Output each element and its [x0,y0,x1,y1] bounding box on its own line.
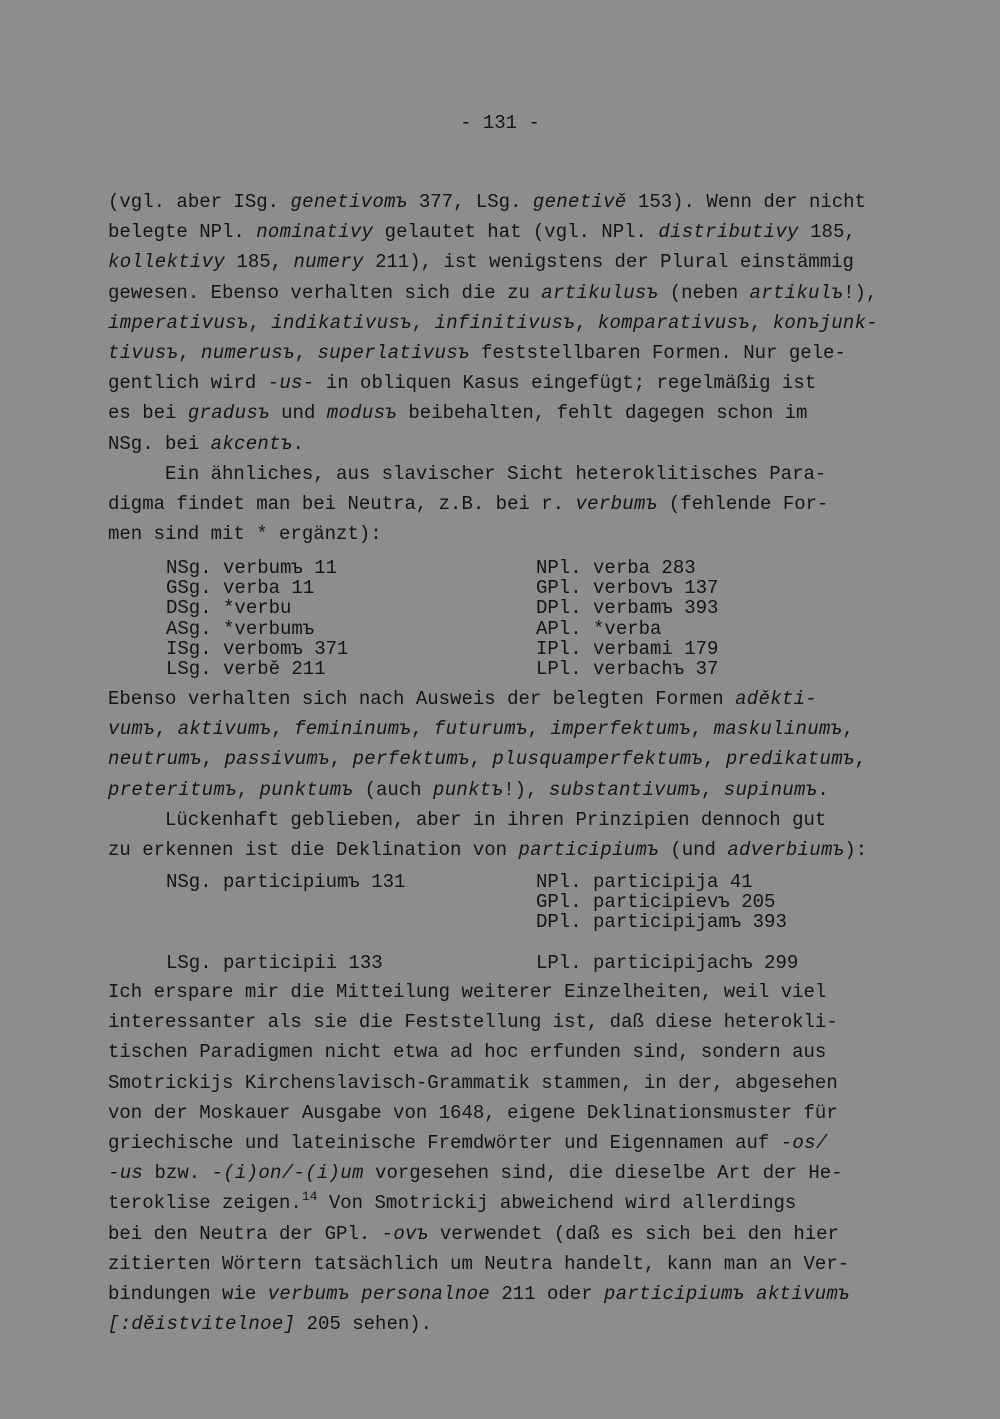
text-run: gewesen. Ebenso verhalten sich die zu [108,281,542,304]
text-run: , [178,341,202,364]
text-line [108,247,898,277]
italic-term: maskulinumъ [713,718,843,741]
text-line [108,338,898,368]
text-line [108,489,898,519]
italic-term: punktъ [433,778,504,801]
text-run: (fehlende For- [657,492,829,515]
italic-term: participiumъ aktivumъ [604,1282,850,1305]
text-run: Ich erspare mir die Mitteilung weiterer Einzelheiten, weil viel [108,981,827,1003]
italic-term: superlativusъ [317,341,470,364]
text-line [108,1128,898,1158]
text-line [108,977,898,1007]
text-run: und [269,402,327,425]
text-line: GSg. verba 11 [166,577,315,600]
italic-term: plusquamperfektumъ [492,748,704,771]
text-run: Lückenhaft geblieben, aber in ihren Prinzipien dennoch gut [108,808,827,831]
text-line [108,519,898,549]
text-line [166,892,405,912]
declension-table-verbum-singular [166,558,348,679]
italic-term: akcentъ [210,432,293,455]
text-line [108,775,898,805]
text-run: interessanter als sie die Feststellung ist, daß diese heterokli- [108,1011,838,1034]
text-run: , [271,718,295,741]
text-line: NSg. participiumъ 131 [166,871,406,893]
italic-term: -(i)on/-(i)um [211,1162,364,1185]
text-line [108,744,898,774]
text-line [108,1249,898,1279]
text-line: NSg. verbumъ 11 [166,557,338,579]
text-run: Smotrickijs Kirchenslavisch-Grammatik stammen, in der, abgesehen [108,1071,838,1094]
text-run: , [749,311,773,334]
text-run: , [411,311,435,334]
italic-term: numerusъ [201,341,295,364]
text-line: NPl. participija 41 [536,871,753,893]
text-line [108,1219,898,1249]
italic-term: passivumъ [224,748,330,771]
text-line [108,805,898,835]
text-run: , [154,718,178,741]
italic-term: vumъ [108,718,155,741]
text-line [108,429,898,459]
text-run: gelautet hat (vgl. NPl. [373,221,659,244]
text-line: LSg. participii 133 [166,951,383,974]
text-run: , [469,748,493,771]
page-number: - 131 - [460,112,540,134]
text-run: . [817,778,829,801]
text-line: LSg. verbě 211 [166,657,326,680]
text-run: Von Smotrickij abweichend wird allerdings [317,1192,797,1215]
italic-term: perfektumъ [352,748,470,771]
declension-table-verbum-plural [536,558,718,679]
italic-term: verbumъ personalnoe [267,1282,490,1305]
italic-term: futurumъ [433,718,528,741]
text-line [166,933,405,953]
text-run: men sind mit * ergänzt): [108,523,382,546]
text-run: 153). Wenn der nicht [626,191,866,213]
text-line: DPl. verbamъ 393 [536,597,719,620]
paragraph-2 [108,684,898,865]
italic-term: aktivumъ [177,718,272,741]
text-run: gentlich wird [108,372,268,395]
italic-term: supinumъ [723,778,818,801]
text-line [108,308,898,338]
text-run: (und [658,838,728,861]
text-run: verwendet (daß es sich bei den hier [428,1222,839,1245]
text-line [108,1188,898,1218]
italic-term: tivusъ [108,341,179,364]
text-run: !), [843,281,878,304]
text-line [108,1007,898,1037]
italic-term: imperfektumъ [550,718,691,741]
text-run: Ebenso verhalten sich nach Ausweis der belegten Formen [108,688,736,710]
text-run: , [329,748,353,771]
text-run: in obliquen Kasus eingefügt; regelmäßig ist [314,372,817,395]
italic-term: preteritumъ [108,778,237,801]
text-line: ISg. verbomъ 371 [166,637,349,660]
italic-term: nominativy [256,221,374,244]
text-line [108,1309,898,1339]
italic-term: predikatumъ [725,748,855,771]
italic-term: infinitivusъ [434,311,575,334]
text-line [108,398,898,428]
text-run: teroklise zeigen. [108,1192,302,1215]
italic-term: -os/ [780,1131,828,1154]
text-line: DPl. participijamъ 393 [536,911,787,934]
text-run: , [527,718,551,741]
text-line [108,1037,898,1067]
text-line: DSg. *verbu [166,597,292,620]
text-line [108,1279,898,1309]
italic-term: distributivy [658,221,799,244]
text-run: . [292,432,304,455]
text-run: zu erkennen ist die Deklination von [108,838,519,861]
text-run: tischen Paradigmen nicht etwa ad hoc erfunden sind, sondern aus [108,1041,827,1064]
italic-term: numery [293,251,364,274]
text-line [108,368,898,398]
text-run: zitierten Wörtern tatsächlich um Neutra handelt, kann man an Ver- [108,1252,850,1275]
text-run: es bei [108,402,188,425]
italic-term: komparativusъ [597,311,750,334]
text-line [108,684,898,714]
text-run: , [201,748,225,771]
text-run: ): [844,838,868,861]
text-run: , [690,718,714,741]
paragraph-1 [108,187,898,549]
text-run: bindungen wie [108,1282,268,1305]
text-run: (vgl. aber ISg. [108,191,291,213]
text-run: griechische und lateinische Fremdwörter und Eigennamen auf [108,1131,781,1154]
text-line: ASg. *verbumъ [166,617,315,640]
text-line: LPl. participijachъ 299 [536,951,799,974]
italic-term: -us- [267,372,315,395]
text-line: LPl. verbachъ 37 [536,657,719,680]
text-line [108,1068,898,1098]
text-line [536,933,798,953]
text-run: 205 sehen). [295,1313,433,1336]
text-run: , [842,718,854,741]
text-run: digma findet man bei Neutra, z.B. bei r. [108,492,576,515]
text-run: 185, [225,251,294,274]
text-line: NPl. verba 283 [536,557,696,579]
italic-term: aděkti- [735,688,818,710]
text-run: von der Moskauer Ausgabe von 1648, eigene Deklinationsmuster für [108,1101,838,1124]
text-line: GPl. verbovъ 137 [536,577,719,600]
text-run: 185, [798,221,856,244]
italic-term: artikulъ [749,281,844,304]
text-line [108,459,898,489]
text-run: , [411,718,434,741]
italic-term: indikativusъ [271,311,412,334]
text-run: bzw. [143,1162,212,1185]
text-run: , [703,748,726,771]
text-line: GPl. participievъ 205 [536,891,776,914]
declension-table-participium-plural [536,872,798,973]
italic-term: artikulusъ [541,281,659,304]
italic-term: femininumъ [294,718,412,741]
italic-term: -ovъ [381,1222,429,1245]
text-line [166,912,405,932]
italic-term: adverbiumъ [727,838,845,861]
text-line [108,278,898,308]
paragraph-3 [108,977,898,1339]
text-run: belegte NPl. [108,221,257,244]
text-line [108,714,898,744]
text-run: (auch [353,778,433,801]
text-run: bei den Neutra der GPl. [108,1222,382,1245]
declension-table-participium-singular [166,872,405,973]
italic-term: -us [108,1162,144,1185]
text-run: 211), ist wenigstens der Plural einstämmig [363,251,854,274]
text-run: 211 oder [489,1282,605,1305]
italic-term: kollektivy [108,251,226,274]
italic-term: neutrumъ [108,748,202,771]
text-line [108,1158,898,1188]
italic-term: modusъ [326,402,397,425]
italic-term: genetivomъ [290,191,408,213]
italic-term: imperativusъ [108,311,249,334]
text-run: NSg. bei [108,432,211,455]
text-line: APl. *verba [536,617,662,640]
text-run: feststellbaren Formen. Nur gele- [469,341,846,364]
text-line [108,835,898,865]
text-run: , [854,748,867,771]
text-run: , [294,341,318,364]
italic-term: verbumъ [575,492,658,515]
italic-term: punktumъ [259,778,354,801]
italic-term: [:děistvitelnoe] [108,1313,296,1336]
text-run: , [574,311,598,334]
text-line [108,217,898,247]
footnote-ref: 14 [301,1189,318,1205]
text-run: , [700,778,724,801]
text-run: (neben [658,281,750,304]
italic-term: konъjunk- [772,311,879,334]
text-run: beibehalten, fehlt dagegen schon im [396,402,808,425]
text-run: vorgesehen sind, die dieselbe Art der He- [363,1162,843,1185]
text-line: IPl. verbami 179 [536,637,719,660]
text-line [108,1098,898,1128]
text-line [108,187,898,217]
text-run: 377, LSg. [407,191,533,213]
italic-term: gradusъ [187,402,270,425]
italic-term: substantivumъ [548,778,701,801]
text-run: , [248,311,272,334]
italic-term: genetivě [532,191,627,213]
text-run: Ein ähnliches, aus slavischer Sicht heteroklitisches Para- [108,462,827,485]
text-run: , [236,778,260,801]
italic-term: participiumъ [518,838,659,861]
text-run: !), [503,778,549,801]
